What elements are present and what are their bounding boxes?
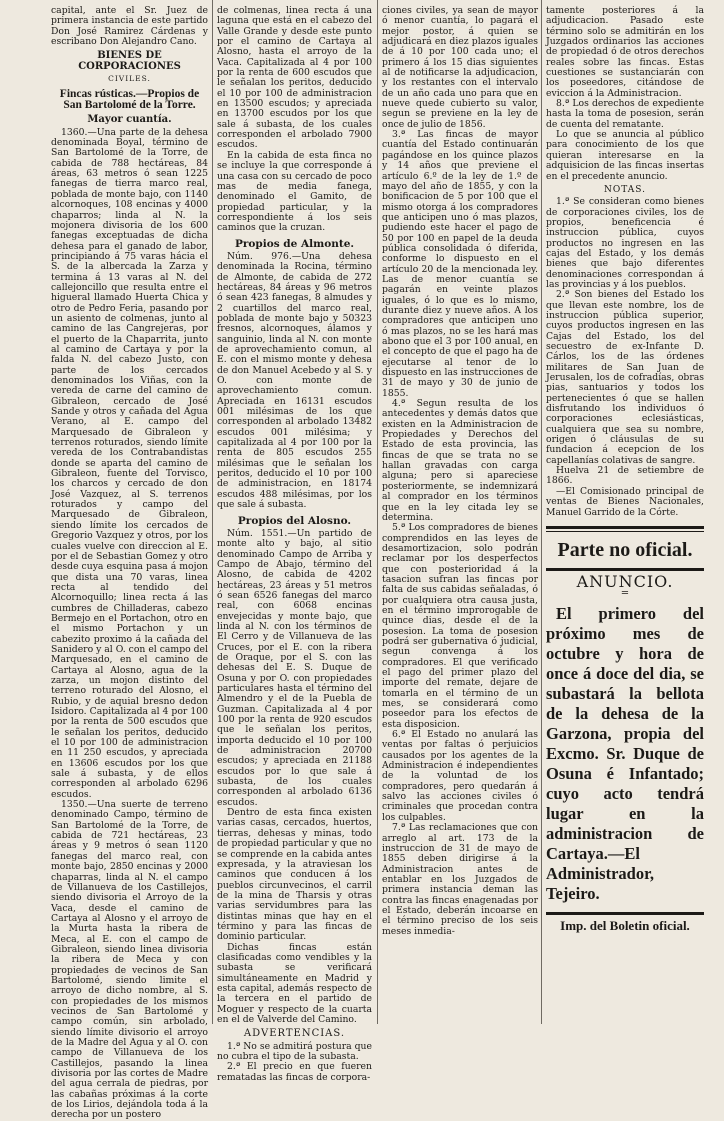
paragraph: 4.ª Segun resulta de los antecedentes y demás datos que existen en la Administracion de Propiedades y Derechos del Estado de esta provincia, las fincas de que se trata no se hallan gravadas con carga alguna; pero si apareciese posteriormente, se indemnizará al comprador en los términos que en la ley citada ley se determina. [382,398,538,523]
column-2 [217,5,372,1083]
paragraph: Dichas fincas están clasificadas como vendibles y la subasta se verificará simultáneamente en Madrid y esta capital, además respecto de la tercera en el partido de Moguer y respecto de la cuarta en el de Valverde del Camino. [217,941,372,1025]
printer-imprint: Imp. del Boletin oficial. [560,917,690,933]
paragraph: 7.ª Las reclamaciones que con arreglo al art. 173 de la instruccion de 31 de mayo de 1855 deben dirigirse á la Administracion antes de entablar en los Juzgados de primera instancia deman las contra las fincas enagenadas por el Estado, deberán incoarse en el término preciso de los seis meses inmedia- [382,822,538,937]
nota-1: 1.ª Se consideran como bienes de corporaciones civiles, los de propios, beneficencia é instruccion pública, cuyos productos no ingresen en las cajas del Estado, y los demás bienes que bajo diferentes denominaciones correspondan á las provincias y á los pueblos. [546,196,704,290]
anuncio-dash: = [620,588,630,600]
paragraph: 1350.—Una suerte de terreno denominado Campo, término de San Bartolomé de la Torre, de cabida de 721 hectáreas, 23 áreas y 9 metros ó sean 1120 fanegas del marco real, con monte bajo, 2850 encinas y 2000 chaparras, linda al N. el campo de Villanueva de los Castillejos, siendo divisoria el Arroyo de la Vaca, desde el camino de Cartaya al Alosno y el arroyo de la Murta hasta la ribera de Meca, al E. con el campo de Gibraleon, siendo linea divisoria la ribera de Meca y con propiedades de vecinos de San Bartolomé, siendo limite el arroyo de dicho nombre, al S. con propiedades de los mismos vecinos de San Bartolomé y campo común, sin arbolado, siendo límite divisorio el arroyo de la Madre del Agua y al O. con campo de Villanueva de los Castillejos, pasando la linea divisoria por las cortes de Madre del agua cerrala de piedras, por las cabañas próximas á la corte de los Lirios, dejándola toda á la derecha por un postero [51,799,208,1121]
advertencia-1: 1.ª No se admitirá postura que no cubra el tipo de la subasta. [217,1040,372,1063]
column-rule [212,0,213,1024]
divider [546,526,704,529]
anuncio-heading: ANUNCIO. [576,571,674,591]
signature-name: —El Comisionado principal de ventas de Bienes Nacionales, Manuel Garrido de la Córte. [546,485,704,518]
paragraph: Núm. 1551.—Un partido de monte alto y bajo, al sitio denominado Campo de Arriba y Campo de Abajo, término del Alosno, de cabida de 4202 hectáreas, 23 áreas y 51 metros ó sean 6526 fanegas del marco real, con 6068 encinas envejecidas y monte bajo, que linda al N. con los términos de El Cerro y de Villanueva de las Cruces, por el E. con la ribera de Oraque, por el S. con las dehesas del E. S. Duque de Osuna y por O. con propiedades particulares hasta el término del Almendro y el de la Puebla de Guzman. Capitalizada al 4 por 100 por la renta de 920 escudos que le señalan los peritos, importa deducido el 10 por 100 de administracion 20700 escudos; y apreciada en 21188 escudos por lo que sale á subasta, de los cuales corresponden al arbolado 6136 escudos. [217,527,372,808]
paragraph: 1360.—Una parte de la dehesa denominada Boyal, término de San Bartolomé de la Torre, de cabida de 788 hectáreas, 84 áreas, 63 metros ó sean 1225 fanegas de tierra marco real, poblada de monte bajo, con 1140 alcornoques, 108 encinas y 4000 chaparros; linda al N. la mojonera divisoria de los 600 fanegas exceptuadas de dicha dehesa para el ganado de labor, principiando á 75 varas hácia el S. de la albercada la Zarza y termina á 13 varas al N. del callejoncillo que resulta entre el higueral llamado Huerta Chica y otro de Pedro Feria, pasando por un asiento de colmenas, junto al camino de las Cangrejeras, por el puerto de la Chaparrita, junto al camino de Cartaya y por la falda N. del cabezo Justo, con parte de los cercados denominados los Viñas, con la vereda de carne del camino de Gibraleon, cercado de José Sande y otros y cañada del Agua Verano, al E. campo del Marquesado de Gibraleon y terrenos roturados, siendo límite vereda de los Contrabandistas donde se aparta del camino de Gibraleon, fuente del Torvisco, los charcos y cercado de don José Vazquez, al S. terrenos roturados y campo del Marquesado de Gibraleon, siendo límite los cercados de Gregorio Vazquez y otros, por los cuales vuelve con direccion al E. por el de Sebastian Gomez y otro desde cuya esquina pasa á mojon que dista una 70 varas, linea recta al tendido del Alcornoquillo; linea recta á las cumbres de Chilladeras, cabezo Bermejo en el Portachon, otro en el mismo Portachon y un cabezito proximo á la cañada del Sanidero y al O. con el campo del Marquesado, en el camino de Cartaya al Alosno, agua de la zarza, un mojon distinto del terreno roturado del Alosno, el Rubio, y de aquial bresno dedon Isidoro. Capitalizada al 4 por 100 por la renta de 500 escudos que le señalan los peritos, deducido el 10 por 100 de administracion en 11 250 escudos, y apreciada en 13606 escudos por los que sale á subasta, y de ellos corresponden al arbolado 6296 escudos. [51,126,208,800]
paragraph: 8.ª Los derechos de expediente hasta la toma de posesion, serán de cuenta del rematante. [546,98,704,130]
divider [546,531,704,532]
alosno-heading: Propios del Alosno. [237,514,352,527]
nota-2: 2.ª Son bienes del Estado los que llevan este nombre, los de instruccion pública superior, cuyos productos ingresen en las Cajas del Estado, los del secuestro de ex-Infante D. Cárlos, los de las órdenes militares de San Juan de Jerusalen, los de cofradías, obras pias, santuarios y todos los pertenecientes ó que se hallen disfrutando los individuos ó corporaciones eclesiásticas, cualquiera que sea su nombre, origen ó cláusulas de su fundacion á ecepcion de los capellanías colativas de sangre. [546,289,704,466]
intro-text: capital, ante el Sr. Juez de primera instancia de este partido Don José Ramirez Cárdenas y escribano Don Alejandro Cano. [51,5,208,48]
paragraph: ciones civiles, ya sean de mayor ó menor cuantía, lo pagará el mejor postor, á quien se adjudicará en diez plazos iguales de á 10 por 100 cada uno; el primero á los 15 dias siguientes al de notificarse la adjudicacion, y los restantes con el intervalo de un año cada uno para que en nueve quede cubierto su valor, segun se previene en la ley de once de julio de 1856. [382,5,538,130]
paragraph: tamente posteriores á la adjudicacion. Pasado este término solo se admitirán en los Juzgados ordinarios las acciones de propiedad ó de otros derechos reales sobre las fincas. Estas cuestiones se sustanciarán con los poseedores, citándose de eviccion á la Administracion. [546,5,704,99]
divider [546,568,704,571]
column-rule [541,0,542,1024]
paragraph: Núm. 976.—Una dehesa denominada la Rocina, término de Almonte, de cabida de 272 hectáreas, 84 áreas y 96 metros ó sean 423 fanegas, 8 almudes y 2 cuartillos del marco real, poblada de monte bajo y 50323 fresnos, alcornoques, álamos y sanguinio, linda al N. con monte de aprovechamiento comun, al E. con el mismo monte y dehesa de don Manuel Acebedo y al S. y O. con monte de aprovechamiento comun. Apreciada en 16131 escudos 001 milésimas de los que corresponden al arbolado 13482 escudos 001 milésima; y capitalizada al 4 por 100 por la renta de 805 escudos 255 milésimas que le señalan los peritos, deducido el 10 por 100 de administracion, en 18174 escudos 488 milésimas, por los que sale á subasta. [217,250,372,511]
paragraph: 6.ª El Estado no anulará las ventas por faltas ó perjuicios causados por los agentes de la Administracion é independientes de la voluntad de los compradores, pero quedarán á salvo las acciones civiles ó criminales que procedan contra los culpables. [382,729,538,823]
advertencia-2: 2.ª El precio en que fueren rematadas las fincas de corpora- [217,1061,372,1083]
paragraph: 5.ª Los compradores de bienes comprendidos en las leyes de desamortizacion, solo podrán reclamar por los desperfectos que con posterioridad á la tasacion sufran las fincas por falta de sus cabidas señaladas, ó por cualquiera otra causa justa, en el término improrogable de quince dias, desde el de la posesion. La toma de posesion podrá ser gubernativa ó judicial, segun convenga á los compradores. El que verificado el pago del primer plazo del importe del remate, dejare de tomarla en el término de un mes, se considerará como poseedor para los efectos de esta disposicion. [382,522,538,730]
advertencias-heading: ADVERTENCIAS. [243,1028,346,1040]
column-3 [382,6,538,1018]
divider [546,912,704,915]
paragraph: Dentro de esta finca existen varias casas, cercados, huertos, tierras, dehesas y minas, todo de propiedad particular y que no se comprende en la cabida antes expresada, y la atraviesan los caminos que conducen á los pueblos circunvecinos, el carril de la mina de Tharsis y otras varias servidumbres para las distintas minas que hay en el término y para las fincas de dominio particular. [217,807,372,943]
parte-no-oficial-heading: Parte no oficial. [557,538,693,561]
paragraph: En la cabida de esta finca no se incluye la que corresponde á una casa con su cercado de poco mas de media fanega, denominado el Gamito, de propiedad particular, y la correspondiente á los seis caminos que la cruzan. [217,149,372,234]
paragraph: 3.ª Las fincas de mayor cuantía del Estado continuarán pagándose en los quince plazos y 14 años que previene el artículo 6.º de la ley de 1.º de mayo del año de 1855, y con la bonificacion de 5 por 100 que el mismo otorga á los compradores que anticipen uno ó mas plazos, pudiendo este hacer el pago de 50 por 100 en papel de la deuda pública consolidada ó diferida, conforme lo dispuesto en el artículo 20 de la mencionada ley. Las de menor cuantía se pagarán en veinte plazos iguales, ó lo que es lo mismo, durante diez y nueve años. A los compradores que anticipen uno ó mas plazos, no se les hará mas abono que el 3 por 100 anual, en el concepto de que el pago ha de ejecutarse al tenor de lo dispuesto en las instrucciones de 31 de mayo y 30 de junio de 1855. [382,129,538,399]
section-heading: BIENES DE CORPORACIONES [78,50,181,72]
section-subheading: CIVILES. [108,74,151,84]
notas-heading: NOTAS. [604,184,646,195]
column-1 [51,5,208,1121]
anuncio-text: El primero del próximo mes de octubre y hora de once á doce del dia, se subastará la bellota de la dehesa de la Garzona, propia del Excmo. Sr. Duque de Osuna é Infantado; cuyo acto tendrá lugar en la administracion de Cartaya.—El Administrador, Tejeiro. [546,603,704,903]
signature-date: Huelva 21 de setiembre de 1866. [546,465,704,487]
paragraph: de colmenas, linea recta á una laguna que está en el cabezo del Valle Grande y desde este punto por el camino de Cartaya al Alosno, hasta el arroyo de la Vaca. Capitalizada al 4 por 100 por la renta de 600 escudos que le señalan los peritos, deducido el 10 por 100 de administracion en 13500 escudos; y apreciada en 13700 escudos por los que sale á subasta, de los cuales corresponden el arbolado 7900 escudos. [217,5,372,151]
column-4 [546,6,704,1018]
paragraph: Lo que se anuncia al público para conocimiento de los que quieran interesarse en la adquisicion de las fincas insertas en el precedente anuncio. [546,129,704,182]
mayor-cuantia-heading: Mayor cuantía. [87,114,172,126]
column-rule [377,0,378,1024]
almonte-heading: Propios de Almonte. [234,237,355,250]
fincas-heading: Fincas rústicas.—Propios de San Bartolomé de la Torre. [59,88,200,112]
